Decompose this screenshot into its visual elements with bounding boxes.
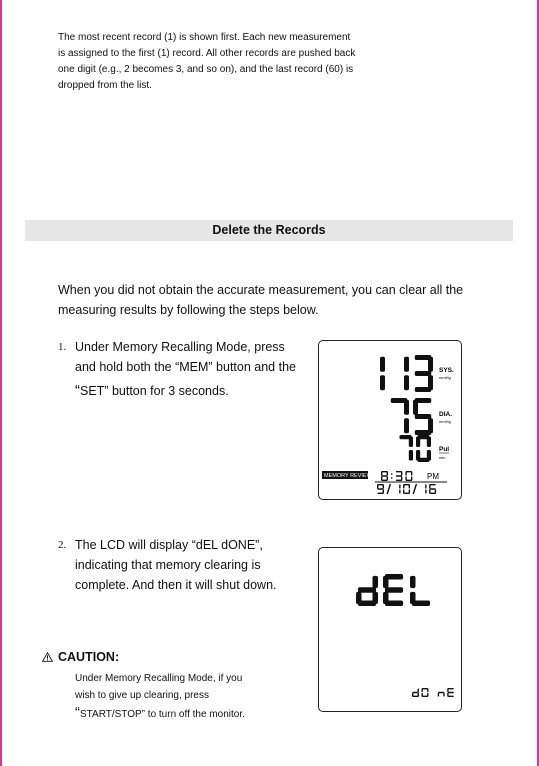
caution-line: wish to give up clearing, press <box>75 690 209 701</box>
step-1 <box>58 337 296 401</box>
lcd-segment <box>383 576 389 588</box>
done-digit <box>447 688 454 697</box>
lcd-segment <box>356 592 362 604</box>
lcd-segment <box>409 436 413 447</box>
intro-line: The most recent record (1) is shown first. Each new measurement <box>58 32 351 43</box>
dia-unit: mmHg <box>439 419 451 424</box>
open-quote: “ <box>75 704 80 721</box>
pulse-digit <box>399 435 413 461</box>
dia-digit <box>391 398 409 433</box>
lcd-segment <box>380 357 385 372</box>
lcd-segment <box>427 436 431 447</box>
del-digit <box>410 576 430 606</box>
lcd-segment <box>381 471 382 475</box>
pulse-label: Pul <box>439 446 450 453</box>
date-digit <box>429 484 436 494</box>
step-2 <box>58 535 277 595</box>
lcd-segment <box>430 488 436 489</box>
lcd-segment <box>385 587 403 593</box>
caution-line: Under Memory Recalling Mode, if you <box>75 673 243 684</box>
colon-dot <box>391 473 392 474</box>
sys-digit <box>415 355 433 392</box>
lcd-segment <box>415 371 432 376</box>
lcd-segment <box>409 484 410 488</box>
dia-value <box>391 398 433 435</box>
del-text <box>356 574 430 606</box>
step-number: 2. <box>58 539 67 551</box>
pulse-unit: min <box>439 455 446 460</box>
step-line: Under Memory Recalling Mode, press <box>75 340 285 354</box>
lcd-segment <box>447 693 448 697</box>
lead-line: measuring results by following the steps below. <box>58 303 319 317</box>
time-digit <box>381 471 388 481</box>
lcd-segment <box>410 576 416 588</box>
memory-review-label: MEMORY REVIEW <box>324 473 372 480</box>
lcd-segment <box>399 484 400 488</box>
time-digit <box>396 471 403 481</box>
date-digit <box>377 484 384 494</box>
lcd-segment <box>404 400 409 415</box>
lcd-segment <box>383 592 389 604</box>
lcd-segment <box>425 489 426 493</box>
step-line-3 <box>75 381 296 401</box>
step-line: The LCD will display “dEL dONE”, <box>75 538 263 552</box>
lcd-segment <box>416 450 420 461</box>
time-digit <box>405 471 412 481</box>
lcd-segment <box>377 484 378 488</box>
page-edge-left <box>0 0 2 766</box>
done-digit <box>438 692 445 697</box>
lcd-segment <box>377 488 383 489</box>
lcd-segment <box>381 476 382 480</box>
colon-dot <box>391 477 392 478</box>
lcd-segment <box>405 471 406 475</box>
lcd-memory-review <box>318 340 462 500</box>
lcd-segment <box>405 476 406 480</box>
lcd-segment <box>427 688 428 692</box>
lcd-segment <box>373 576 379 588</box>
open-quote: “ <box>75 382 80 399</box>
lcd-delete-done <box>318 547 462 712</box>
caution-line-text: START/STOP” to turn off the monitor. <box>80 709 245 720</box>
lcd-segment <box>377 493 383 494</box>
lcd-segment <box>443 693 444 697</box>
done-digit <box>412 688 419 697</box>
lcd-segment <box>404 357 409 372</box>
lead-paragraph <box>58 280 478 320</box>
warning-triangle-icon <box>42 652 53 665</box>
lcd-segment <box>410 592 416 604</box>
date-digit <box>425 484 426 493</box>
dia-digit <box>413 398 433 435</box>
lead-line: When you did not obtain the accurate measurement, you can clear all the <box>58 283 464 297</box>
lcd-segment <box>418 688 419 692</box>
lcd-segment <box>415 430 432 435</box>
lcd-segment <box>380 375 385 390</box>
lcd-segment <box>413 400 418 415</box>
date-digit <box>399 484 400 493</box>
lcd-segment <box>422 693 423 697</box>
section-heading: Delete the Records <box>25 220 513 241</box>
lcd-segment <box>412 693 413 697</box>
lcd-segment <box>358 587 376 593</box>
lcd-segment <box>404 375 409 390</box>
lcd-segment <box>438 693 439 697</box>
lcd-segment <box>438 692 444 693</box>
done-text <box>412 688 454 697</box>
step-number: 1. <box>58 341 67 353</box>
intro-line: dropped from the list. <box>58 80 152 91</box>
slash-segment <box>413 484 416 494</box>
lcd-segment <box>415 414 432 419</box>
lcd-segment <box>416 436 420 447</box>
lcd-segment <box>429 484 430 488</box>
lcd-segment <box>403 484 404 488</box>
lcd-segment <box>383 484 384 488</box>
lcd-segment <box>415 387 432 392</box>
date-value <box>377 484 436 494</box>
lcd-segment <box>412 692 418 693</box>
lcd-segment <box>422 688 423 692</box>
caution-line-3 <box>75 706 315 723</box>
lcd-segment <box>448 692 454 693</box>
lcd-segment <box>425 484 426 488</box>
step-line: indicating that memory clearing is <box>75 558 261 572</box>
intro-line: one digit (e.g., 2 becomes 3, and so on), and the last record (60) is <box>58 64 354 75</box>
sys-unit: mmHg <box>439 375 451 380</box>
date-digit <box>403 484 410 494</box>
sys-digit <box>380 357 385 391</box>
intro-paragraph <box>58 30 378 94</box>
del-digit <box>356 576 378 606</box>
ampm-label: PM <box>427 472 439 481</box>
del-digit <box>383 574 403 606</box>
sys-label: SYS. <box>439 367 454 374</box>
lcd-segment <box>435 489 436 493</box>
lcd-segment <box>401 471 402 475</box>
step-line: complete. And then it will shut down. <box>75 578 277 592</box>
lcd-segment <box>381 475 387 476</box>
pulse-digit <box>416 435 431 462</box>
lcd-segment <box>411 471 412 475</box>
caution-title: CAUTION: <box>58 650 120 664</box>
lcd-segment <box>396 480 402 481</box>
sys-digit <box>404 357 409 391</box>
caution-body <box>75 670 315 723</box>
lcd-segment <box>404 418 409 433</box>
lcd-segment <box>399 489 400 493</box>
pulse-value <box>399 435 431 462</box>
time-value <box>381 471 412 481</box>
lcd-segment <box>396 475 402 476</box>
step-line: and hold both the “MEM” button and the <box>75 360 296 374</box>
sys-value <box>380 355 433 392</box>
done-digit <box>422 688 429 697</box>
step-line-text: SET” button for 3 seconds. <box>80 384 229 398</box>
lcd-segment <box>428 357 433 372</box>
dia-label: DIA. <box>439 411 452 418</box>
lcd-segment <box>403 489 404 493</box>
lcd-segment <box>409 450 413 461</box>
slash-segment <box>387 484 390 494</box>
lcd-segment <box>387 471 388 475</box>
intro-line: is assigned to the first (1) record. All other records are pushed back <box>58 48 356 59</box>
lcd-segment <box>447 688 448 692</box>
